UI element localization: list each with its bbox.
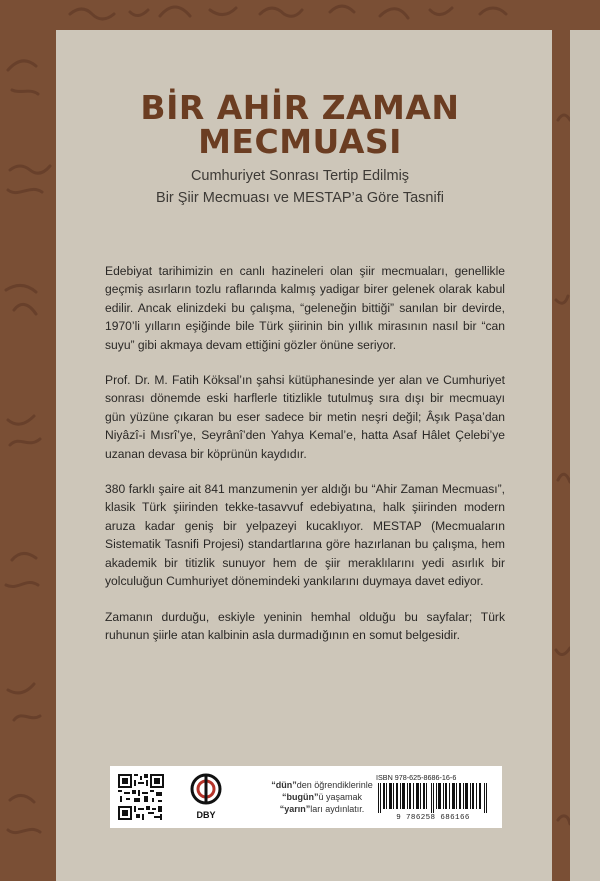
slogan-dun: “dün” xyxy=(271,780,297,790)
slogan-yarin: “yarın” xyxy=(279,804,311,814)
blurb-paragraph-3: 380 farklı şaire ait 841 manzumenin yer aldığı bu “Ahir Zaman Mecmuası”, klasik Türk şiirinden tekke-tasavvuf edebiyatına, halk şiirinden modern aruza kadar geniş bir yelpazeyi kucaklıyor. MESTAP (Mecmuaların Sistematik Tasnifi Projesi) standartlarına göre hazırlanan bu çalışma, hem akademik bir titizlik sunuyor hem de şiir meraklılarını yedi asırlık bir yolculuğun Cumhuriyet dönemindeki yankılarını duymaya davet ediyor. xyxy=(105,482,505,589)
publisher-logo-text: DBY xyxy=(196,810,216,820)
isbn-number: ISBN 978-625-8686-16-6 xyxy=(376,773,457,782)
blurb-paragraph-2: Prof. Dr. M. Fatih Köksal’ın şahsi kütüphanesinde yer alan ve Cumhuriyet sonrası dönemde eski harflerle titizlikle tutulmuş sıra dışı bir mecmuayı gün yüzüne çıkaran bu eser sadece bir metin neşri değil; Âşık Paşa’dan Niyâzî-i Mısrî’ye, Seyrânî’den Yahya Kemal’e, hatta Asaf Hâlet Çelebi’ye uzanan devasa bir köprünün kaydıdır. xyxy=(105,373,505,461)
barcode-digits: 9 786258 686166 xyxy=(396,814,470,822)
book-title-line-2: MECMUASI xyxy=(198,122,402,161)
slogan-bugun: “bugün” xyxy=(281,792,319,802)
blurb-paragraph-1: Edebiyat tarihimizin en canlı hazineleri olan şiir mecmuaları, genellikle geçmiş asırların tozlu raflarında kalmış yadigar birer gelenek olarak kabul edilir. Ancak elinizdeki bu çalışma, “geleneğin bittiği” sanılan bir devirde, 1970’li yılların eşiğinde bile Türk şiirinin bin yıllık mirasının nasıl bir “can suyu” gibi akmaya devam ettiğini gözler önüne seriyor. xyxy=(105,264,505,352)
book-subtitle-line-1: Cumhuriyet Sonrası Tertip Edilmiş xyxy=(190,168,410,184)
isbn-barcode xyxy=(372,773,494,823)
book-title-line-1: BİR AHİR ZAMAN xyxy=(140,88,460,127)
book-subtitle-line-2: Bir Şiir Mecmuası ve MESTAP’a Göre Tasnifi xyxy=(156,190,444,206)
blurb-paragraph-4: Zamanın durduğu, eskiyle yeninin hemhal olduğu bu sayfalar; Türk ruhunun şiirle atan kalbinin asla durmadığının en somut belgesidir. xyxy=(105,609,505,642)
slogan-text-1: den öğrendiklerinle xyxy=(296,780,373,790)
qr-code-icon xyxy=(118,774,164,820)
footer-box xyxy=(110,766,502,828)
slogan-text-3: ları aydınlatır. xyxy=(310,804,365,814)
publisher-logo-icon xyxy=(188,773,224,821)
slogan-text-2: ü yaşamak xyxy=(318,792,363,802)
blurb-text xyxy=(105,262,505,661)
barcode-icon xyxy=(376,783,490,813)
